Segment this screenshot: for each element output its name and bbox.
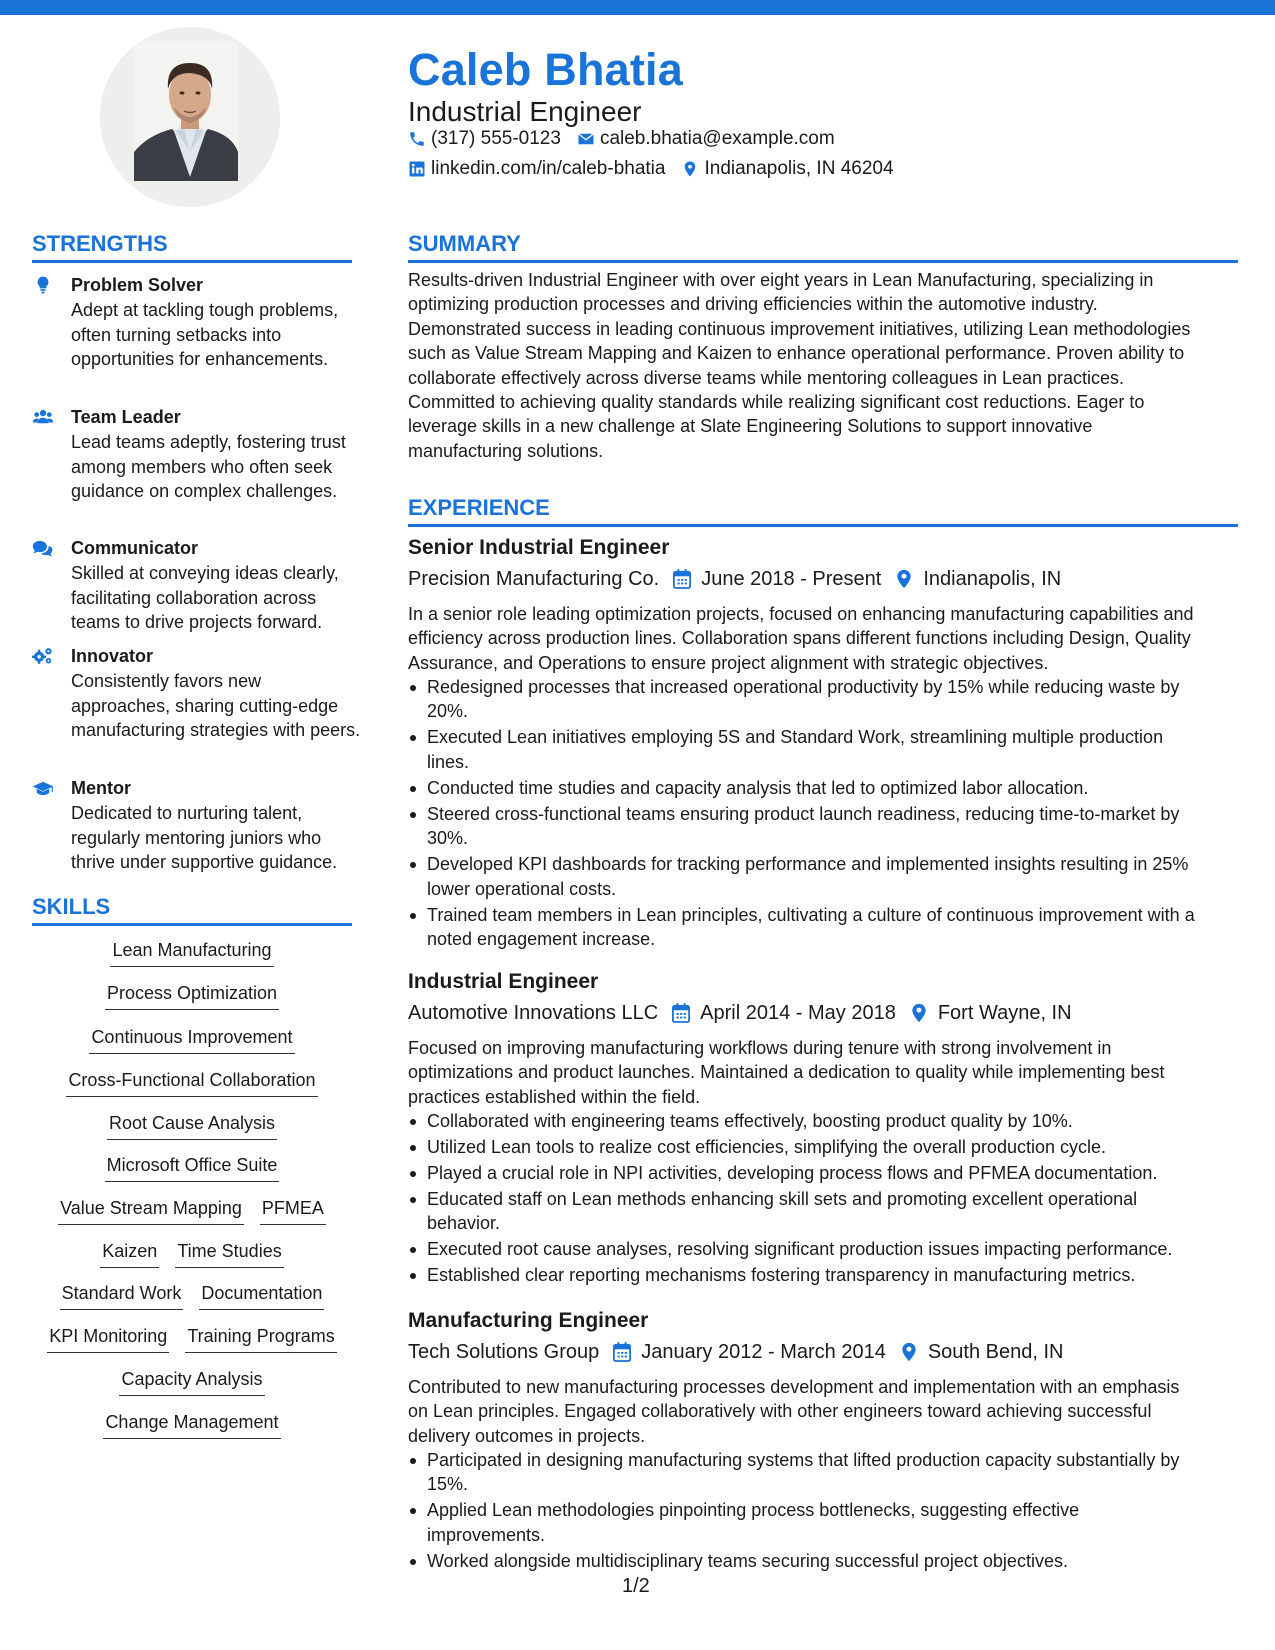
location-text: Indianapolis, IN <box>923 568 1062 590</box>
dates-text: January 2012 - March 2014 <box>641 1341 886 1363</box>
bullet-line: Redesigned processes that increased operational productivity by 15% while reducing waste by <box>427 677 1180 697</box>
strength-description: Lead teams adeptly, fostering trust among members who often seek guidance on complex challenges. <box>71 432 346 501</box>
profile-photo <box>100 27 280 207</box>
list-item <box>408 675 1238 724</box>
skills-row <box>32 1239 352 1268</box>
skills-row <box>32 938 352 967</box>
description-line: Focused on improving manufacturing workflows during tenure with strong involvement in <box>408 1038 1112 1058</box>
strength-description: Skilled at conveying ideas clearly, facilitating collaboration across teams to drive projects forward. <box>71 563 339 632</box>
experience-rule <box>408 524 1238 527</box>
skills-row <box>32 1068 352 1097</box>
skills-row <box>32 1410 352 1439</box>
bullet-line: Utilized Lean tools to realize cost efficiencies, simplifying the overall production cycle. <box>427 1137 1106 1157</box>
skill-tag: Capacity Analysis <box>119 1367 264 1396</box>
location-contact <box>681 156 893 182</box>
company-name: Automotive Innovations LLC <box>408 1002 659 1024</box>
skill-tag: Microsoft Office Suite <box>105 1153 280 1182</box>
bullet-line: Applied Lean methodologies pinpointing process bottlenecks, suggesting effective <box>427 1500 1080 1521</box>
strength-description: Dedicated to nurturing talent, regularly mentoring juniors who thrive under supportive guidance. <box>71 803 338 872</box>
skills-row <box>32 981 352 1010</box>
cogs-icon <box>32 646 56 666</box>
summary-line: Committed to achieving quality standards while realizing significant cost reductions. Eager to <box>408 392 1145 413</box>
skill-tag: Cross-Functional Collaboration <box>66 1068 317 1097</box>
list-item <box>408 1237 1238 1261</box>
skills-row <box>32 1281 352 1310</box>
summary-line: Results-driven Industrial Engineer with over eight years in Lean Manufacturing, specializing in <box>408 270 1154 290</box>
candidate-title: Industrial Engineer <box>408 96 642 127</box>
skill-tag: Change Management <box>103 1410 280 1439</box>
email-contact[interactable] <box>577 126 835 152</box>
bullet-line: Conducted time studies and capacity analysis that led to optimized labor allocation. <box>427 777 1089 798</box>
bullet-line: Executed root cause analyses, resolving significant production issues impacting performance. <box>427 1239 1173 1260</box>
skills-row <box>32 1111 352 1140</box>
strength-title: Communicator <box>71 538 199 558</box>
job-dates <box>673 565 881 593</box>
bullet-line: Collaborated with engineering teams effectively, boosting product quality by 10%. <box>427 1111 1073 1131</box>
list-item <box>408 1161 1238 1185</box>
users-icon <box>32 407 56 427</box>
bullet-line: 15%. <box>427 1474 469 1495</box>
map-pin-icon <box>895 569 913 589</box>
contact-row-1 <box>408 126 851 152</box>
bullet-line: lower operational costs. <box>427 878 617 899</box>
calendar-icon <box>673 569 691 589</box>
strength-item <box>32 405 362 530</box>
candidate-name: Caleb Bhatia <box>408 44 683 95</box>
strengths-rule <box>32 260 352 263</box>
bullet-line: Steered cross-functional teams ensuring product launch readiness, reducing time-to-market by <box>427 803 1180 824</box>
dates-text: April 2014 - May 2018 <box>700 1002 896 1024</box>
job-meta <box>408 999 1072 1027</box>
skill-tag: Process Optimization <box>105 981 279 1010</box>
strength-description: Consistently favors new approaches, sharing cutting-edge manufacturing strategies with peers. <box>71 671 361 740</box>
top-accent-bar <box>0 0 1275 15</box>
summary-line: leverage skills in a new challenge at Slate Engineering Solutions to support innovative <box>408 416 1093 437</box>
skills-row <box>32 1367 352 1396</box>
description-line: efficiency across production lines. Collaboration spans different functions including Design, Quality <box>408 628 1191 649</box>
summary-text <box>408 268 1238 463</box>
job-dates <box>672 999 896 1027</box>
list-item <box>408 903 1238 952</box>
description-line: delivery outcomes in projects. <box>408 1425 646 1446</box>
list-item <box>408 1109 1238 1133</box>
job-title: Manufacturing Engineer <box>408 1309 649 1332</box>
summary-line: manufacturing solutions. <box>408 440 604 461</box>
job-title: Senior Industrial Engineer <box>408 536 670 559</box>
strength-item <box>32 536 362 636</box>
phone-icon <box>408 130 426 148</box>
skills-row <box>32 1324 352 1353</box>
description-line: In a senior role leading optimization projects, focused on enhancing manufacturing capabilities and <box>408 604 1194 624</box>
summary-rule <box>408 260 1238 263</box>
summary-line: Demonstrated success in leading continuous improvement initiatives, utilizing Lean methodologies <box>408 318 1191 339</box>
job-dates <box>613 1338 886 1366</box>
skill-tag: Value Stream Mapping <box>58 1196 244 1225</box>
bullet-line: Played a crucial role in NPI activities, developing process flows and PFMEA documentation. <box>427 1163 1158 1183</box>
skills-row <box>32 1196 352 1225</box>
description-line: practices established within the field. <box>408 1086 701 1107</box>
lightbulb-icon <box>32 275 56 295</box>
linkedin-text: linkedin.com/in/caleb-bhatia <box>431 158 666 179</box>
job-description <box>408 1036 1238 1109</box>
list-item <box>408 725 1238 774</box>
bullet-line: improvements. <box>427 1524 546 1545</box>
phone-text: (317) 555-0123 <box>431 128 561 149</box>
skill-tag: Documentation <box>199 1281 324 1310</box>
bullet-line: 30%. <box>427 828 469 849</box>
description-line: Assurance, and Operations to ensure project alignment with strategic objectives. <box>408 652 1049 673</box>
skills-rule <box>32 923 352 926</box>
job-location <box>900 1338 1064 1366</box>
job-bullets <box>408 1109 1238 1289</box>
location-text: Indianapolis, IN 46204 <box>704 158 894 179</box>
summary-heading: SUMMARY <box>408 231 521 256</box>
strength-title: Mentor <box>71 778 131 798</box>
description-line: Contributed to new manufacturing processes development and implementation with an emphasis <box>408 1377 1180 1397</box>
skill-tag: Lean Manufacturing <box>110 938 273 967</box>
job-bullets <box>408 675 1238 953</box>
skills-heading: SKILLS <box>32 894 111 919</box>
list-item <box>408 1135 1238 1159</box>
phone-contact[interactable] <box>408 126 561 152</box>
skill-tag: Root Cause Analysis <box>107 1111 277 1140</box>
list-item <box>408 1549 1238 1573</box>
bullet-line: noted engagement increase. <box>427 929 656 950</box>
email-text: caleb.bhatia@example.com <box>599 128 835 149</box>
summary-line: such as Value Stream Mapping and Kaizen to enhance operational performance. Proven ability to <box>408 343 1185 364</box>
map-pin-icon <box>681 160 699 178</box>
company-name: Tech Solutions Group <box>408 1341 600 1363</box>
bullet-line: Trained team members in Lean principles, cultivating a culture of continuous improvement with a <box>427 904 1195 925</box>
description-line: optimizations and product launches. Maintained a dedication to quality while implementing best <box>408 1062 1165 1083</box>
strength-item <box>32 644 362 769</box>
comments-icon <box>32 538 56 558</box>
skills-row <box>32 1153 352 1182</box>
company-name: Precision Manufacturing Co. <box>408 568 660 590</box>
skill-tag: Continuous Improvement <box>89 1025 294 1054</box>
list-item <box>408 852 1238 901</box>
bullet-line: 20%. <box>427 701 469 722</box>
strength-item <box>32 273 362 403</box>
list-item <box>408 802 1238 851</box>
map-pin-icon <box>910 1003 928 1023</box>
skill-tag: Kaizen <box>100 1239 159 1268</box>
job-description <box>408 1375 1238 1448</box>
strength-title: Innovator <box>71 646 154 666</box>
bullet-line: Executed Lean initiatives employing 5S and Standard Work, streamlining multiple production <box>427 727 1164 748</box>
description-line: on Lean principles. Engaged collaboratively with other engineers toward achieving successful <box>408 1401 1152 1422</box>
bullet-line: behavior. <box>427 1213 501 1234</box>
calendar-icon <box>613 1342 631 1362</box>
job-location <box>910 999 1072 1027</box>
job-meta <box>408 565 1061 593</box>
skill-tag: Time Studies <box>175 1239 283 1268</box>
skill-tag: Standard Work <box>60 1281 184 1310</box>
job-description <box>408 602 1238 675</box>
skill-tag: Training Programs <box>185 1324 336 1353</box>
bullet-line: Worked alongside multidisciplinary teams securing successful project objectives. <box>427 1550 1068 1571</box>
list-item <box>408 1498 1238 1547</box>
bullet-line: Educated staff on Lean methods enhancing skill sets and promoting excellent operational <box>427 1189 1138 1209</box>
skill-tag: PFMEA <box>260 1196 326 1225</box>
strength-item <box>32 776 362 876</box>
bullet-line: Established clear reporting mechanisms fostering transparency in manufacturing metrics. <box>427 1265 1136 1286</box>
calendar-icon <box>672 1003 690 1023</box>
list-item <box>408 1448 1238 1497</box>
strength-title: Problem Solver <box>71 275 204 295</box>
strengths-heading: STRENGTHS <box>32 231 168 256</box>
location-text: Fort Wayne, IN <box>937 1002 1072 1024</box>
skills-row <box>32 1025 352 1054</box>
bullet-line: lines. <box>427 751 470 772</box>
job-title: Industrial Engineer <box>408 970 599 993</box>
strength-title: Team Leader <box>71 407 181 427</box>
job-location <box>895 565 1061 593</box>
dates-text: June 2018 - Present <box>701 568 882 590</box>
linkedin-contact[interactable] <box>408 156 665 182</box>
contact-row-2 <box>408 156 910 182</box>
bullet-line: Participated in designing manufacturing systems that lifted production capacity substantially by <box>427 1450 1180 1470</box>
graduation-cap-icon <box>32 778 56 798</box>
map-pin-icon <box>900 1342 918 1362</box>
list-item <box>408 1263 1238 1287</box>
skill-tag: KPI Monitoring <box>47 1324 169 1353</box>
envelope-icon <box>577 130 595 148</box>
summary-line: optimizing production processes and driving efficiencies within the automotive industry. <box>408 294 1098 315</box>
list-item <box>408 1187 1238 1236</box>
job-bullets <box>408 1448 1238 1575</box>
bullet-line: Developed KPI dashboards for tracking performance and implemented insights resulting in 25% <box>427 854 1189 875</box>
strength-description: Adept at tackling tough problems, often turning setbacks into opportunities for enhancements. <box>71 300 339 369</box>
list-item <box>408 776 1238 800</box>
page-number: 1/2 <box>622 1575 650 1597</box>
experience-heading: EXPERIENCE <box>408 495 550 520</box>
summary-line: collaborate effectively across diverse teams while mentoring colleagues in Lean practices. <box>408 367 1125 388</box>
location-text: South Bend, IN <box>927 1341 1064 1363</box>
job-meta <box>408 1338 1063 1366</box>
linkedin-icon <box>408 160 426 178</box>
